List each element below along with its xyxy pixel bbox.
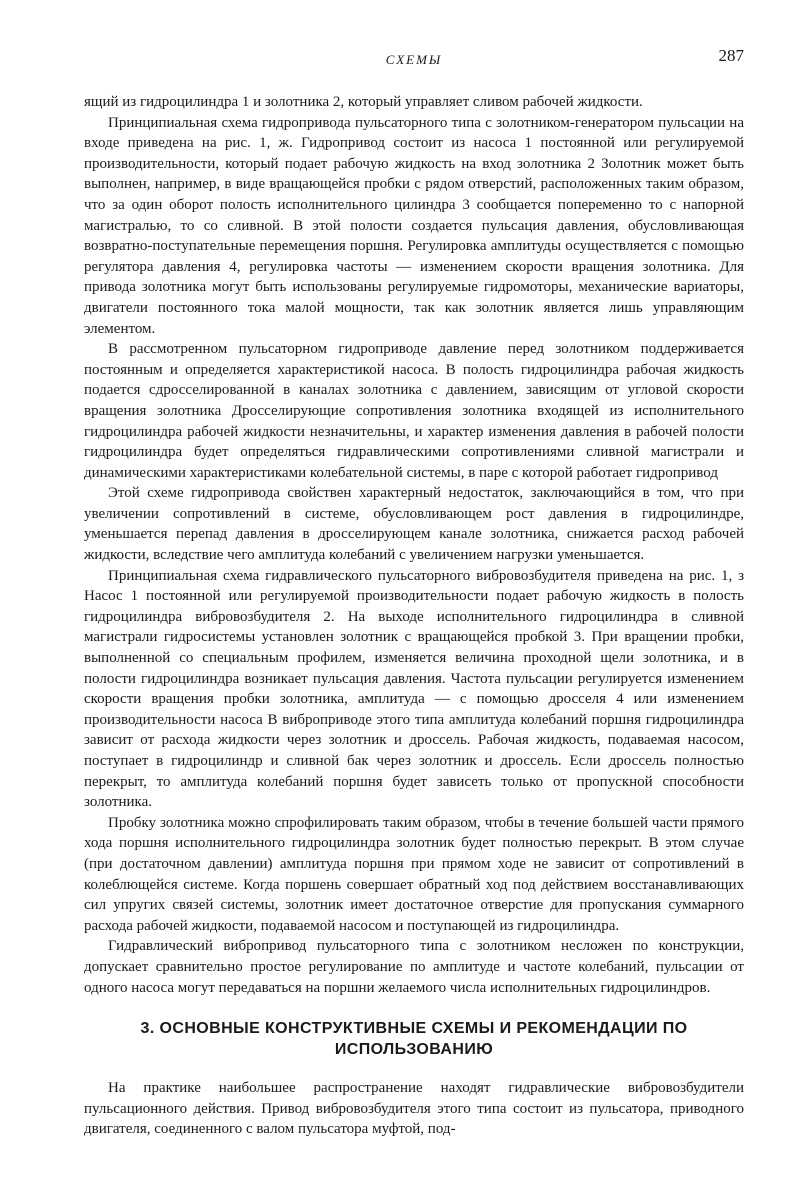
page [84,40,744,1140]
body-text [84,92,744,1140]
section-paragraph: На практике наибольшее распространение находят гидравлические вибровозбудители пульсационного действия. Привод вибровозбудителя этого типа состоит из пульсатора, приводного двигателя, соединенного с валом пульсатора муфтой, под- [84,1080,744,1138]
running-header [84,40,744,68]
section-heading [84,1018,744,1060]
paragraph: Принципиальная схема гидравлического пульсаторного вибровозбудителя приведена на рис. 1, з Насос 1 постоянной или регулируемой производительности подает рабочую жидкость в полость гидроцилиндра вибровозбудителя 2. На выходе исполнительного гидроцилиндра в сливной магистрали гидросистемы установлен золотник с вращающейся пробкой 3. При вращении пробки, выполненной со специальным профилем, изменяется величина проходной щели золотника, и в полости гидроцилиндра возникает пульсация давления. Частота пульсации регулируется изменением скорости вращения пробки золотника, амплитуда — с помощью дросселя 4 или изменением производительности насоса В виброприводе этого типа амплитуда колебаний поршня гидроцилиндра зависит от расхода жидкости через золотник и дроссель. Рабочая жидкость, подаваемая насосом, поступает в гидроцилиндр и сливной бак через золотник и дроссель. Если дроссель полностью перекрыт, то амплитуда колебаний поршня будет зависеть только от пропускной способности золотника. [84,567,744,811]
paragraph-continuation: ящий из гидроцилиндра 1 и золотника 2, который управляет сливом рабочей жидкости. [84,94,643,110]
paragraph: В рассмотренном пульсаторном гидроприводе давление перед золотником поддерживается постоянным и определяется характеристикой насоса. В полость гидроцилиндра рабочая жидкость подается сдросселированной в каналах золотника с давлением, зависящим от угловой скорости вращения золотника Дросселирующие сопротивления золотника входящей из исполнительного гидроцилиндра рабочей жидкости незначительны, и характер изменения давления в рабочей полости гидроцилиндра будет определяться гидравлическими сопротивлениями сливной магистрали и динамическими характеристиками колебательной системы, в паре с которой работает гидропривод [84,341,744,481]
paragraph: Пробку золотника можно спрофилировать таким образом, чтобы в течение большей части прямого хода поршня исполнительного гидроцилиндра золотник будет полностью перекрыт. В этом случае (при достаточном давлении) амплитуда поршня при прямом ходе не зависит от сопротивлений в колеблющейся системе. Когда поршень совершает обратный ход под действием восстанавливающих сил упругих связей системы, золотник имеет достаточное отверстие для пропускания суммарного расхода рабочей жидкости, подаваемой насосом и поступающей из гидроцилиндра. [84,814,744,934]
page-number: 287 [718,46,744,65]
paragraph: Принципиальная схема гидропривода пульсаторного типа с золотником-генератором пульсации на входе приведена на рис. 1, ж. Гидропривод состоит из насоса 1 постоянной или регулируемой производительности, который подает рабочую жидкость на вход золотника 2 Золотник может быть выполнен, например, в виде вращающейся пробки с рядом отверстий, расположенных таким образом, что за один оборот полость исполнительного цилиндра 3 сообщается попеременно то с напорной магистралью, то со сливной. В этой полости создается пульсация давления, обусловливающая возвратно-поступательные перемещения поршня. Регулировка амплитуды осуществляется с помощью регулятора давления 4, регулировка частоты — изменением скорости вращения золотника. Для привода золотника могут быть использованы регулируемые гидромоторы, механические вариаторы, двигатели постоянного тока малой мощности, так как золотник является лишь управляющим элементом. [84,114,744,337]
section-heading-line: ИСПОЛЬЗОВАНИЮ [334,1041,494,1059]
running-title: СХЕМЫ [385,52,443,67]
section-heading-line: 3. ОСНОВНЫЕ КОНСТРУКТИВНЫЕ СХЕМЫ И РЕКОМЕНДАЦИИ ПО [140,1020,688,1038]
paragraph: Гидравлический вибропривод пульсаторного типа с золотником несложен по конструкции, допускает сравнительно простое регулирование по амплитуде и частоте колебаний, пульсации от одного насоса могут передаваться на поршни желаемого числа исполнительных гидроцилиндров. [84,938,744,996]
paragraph: Этой схеме гидропривода свойствен характерный недостаток, заключающийся в том, что при увеличении сопротивлений в системе, обусловливающем рост давления в гидроцилиндре, уменьшается перепад давления в дросселирующем канале золотника, снижается расход рабочей жидкости, вследствие чего амплитуда колебаний с увеличением нагрузки уменьшается. [84,485,744,564]
